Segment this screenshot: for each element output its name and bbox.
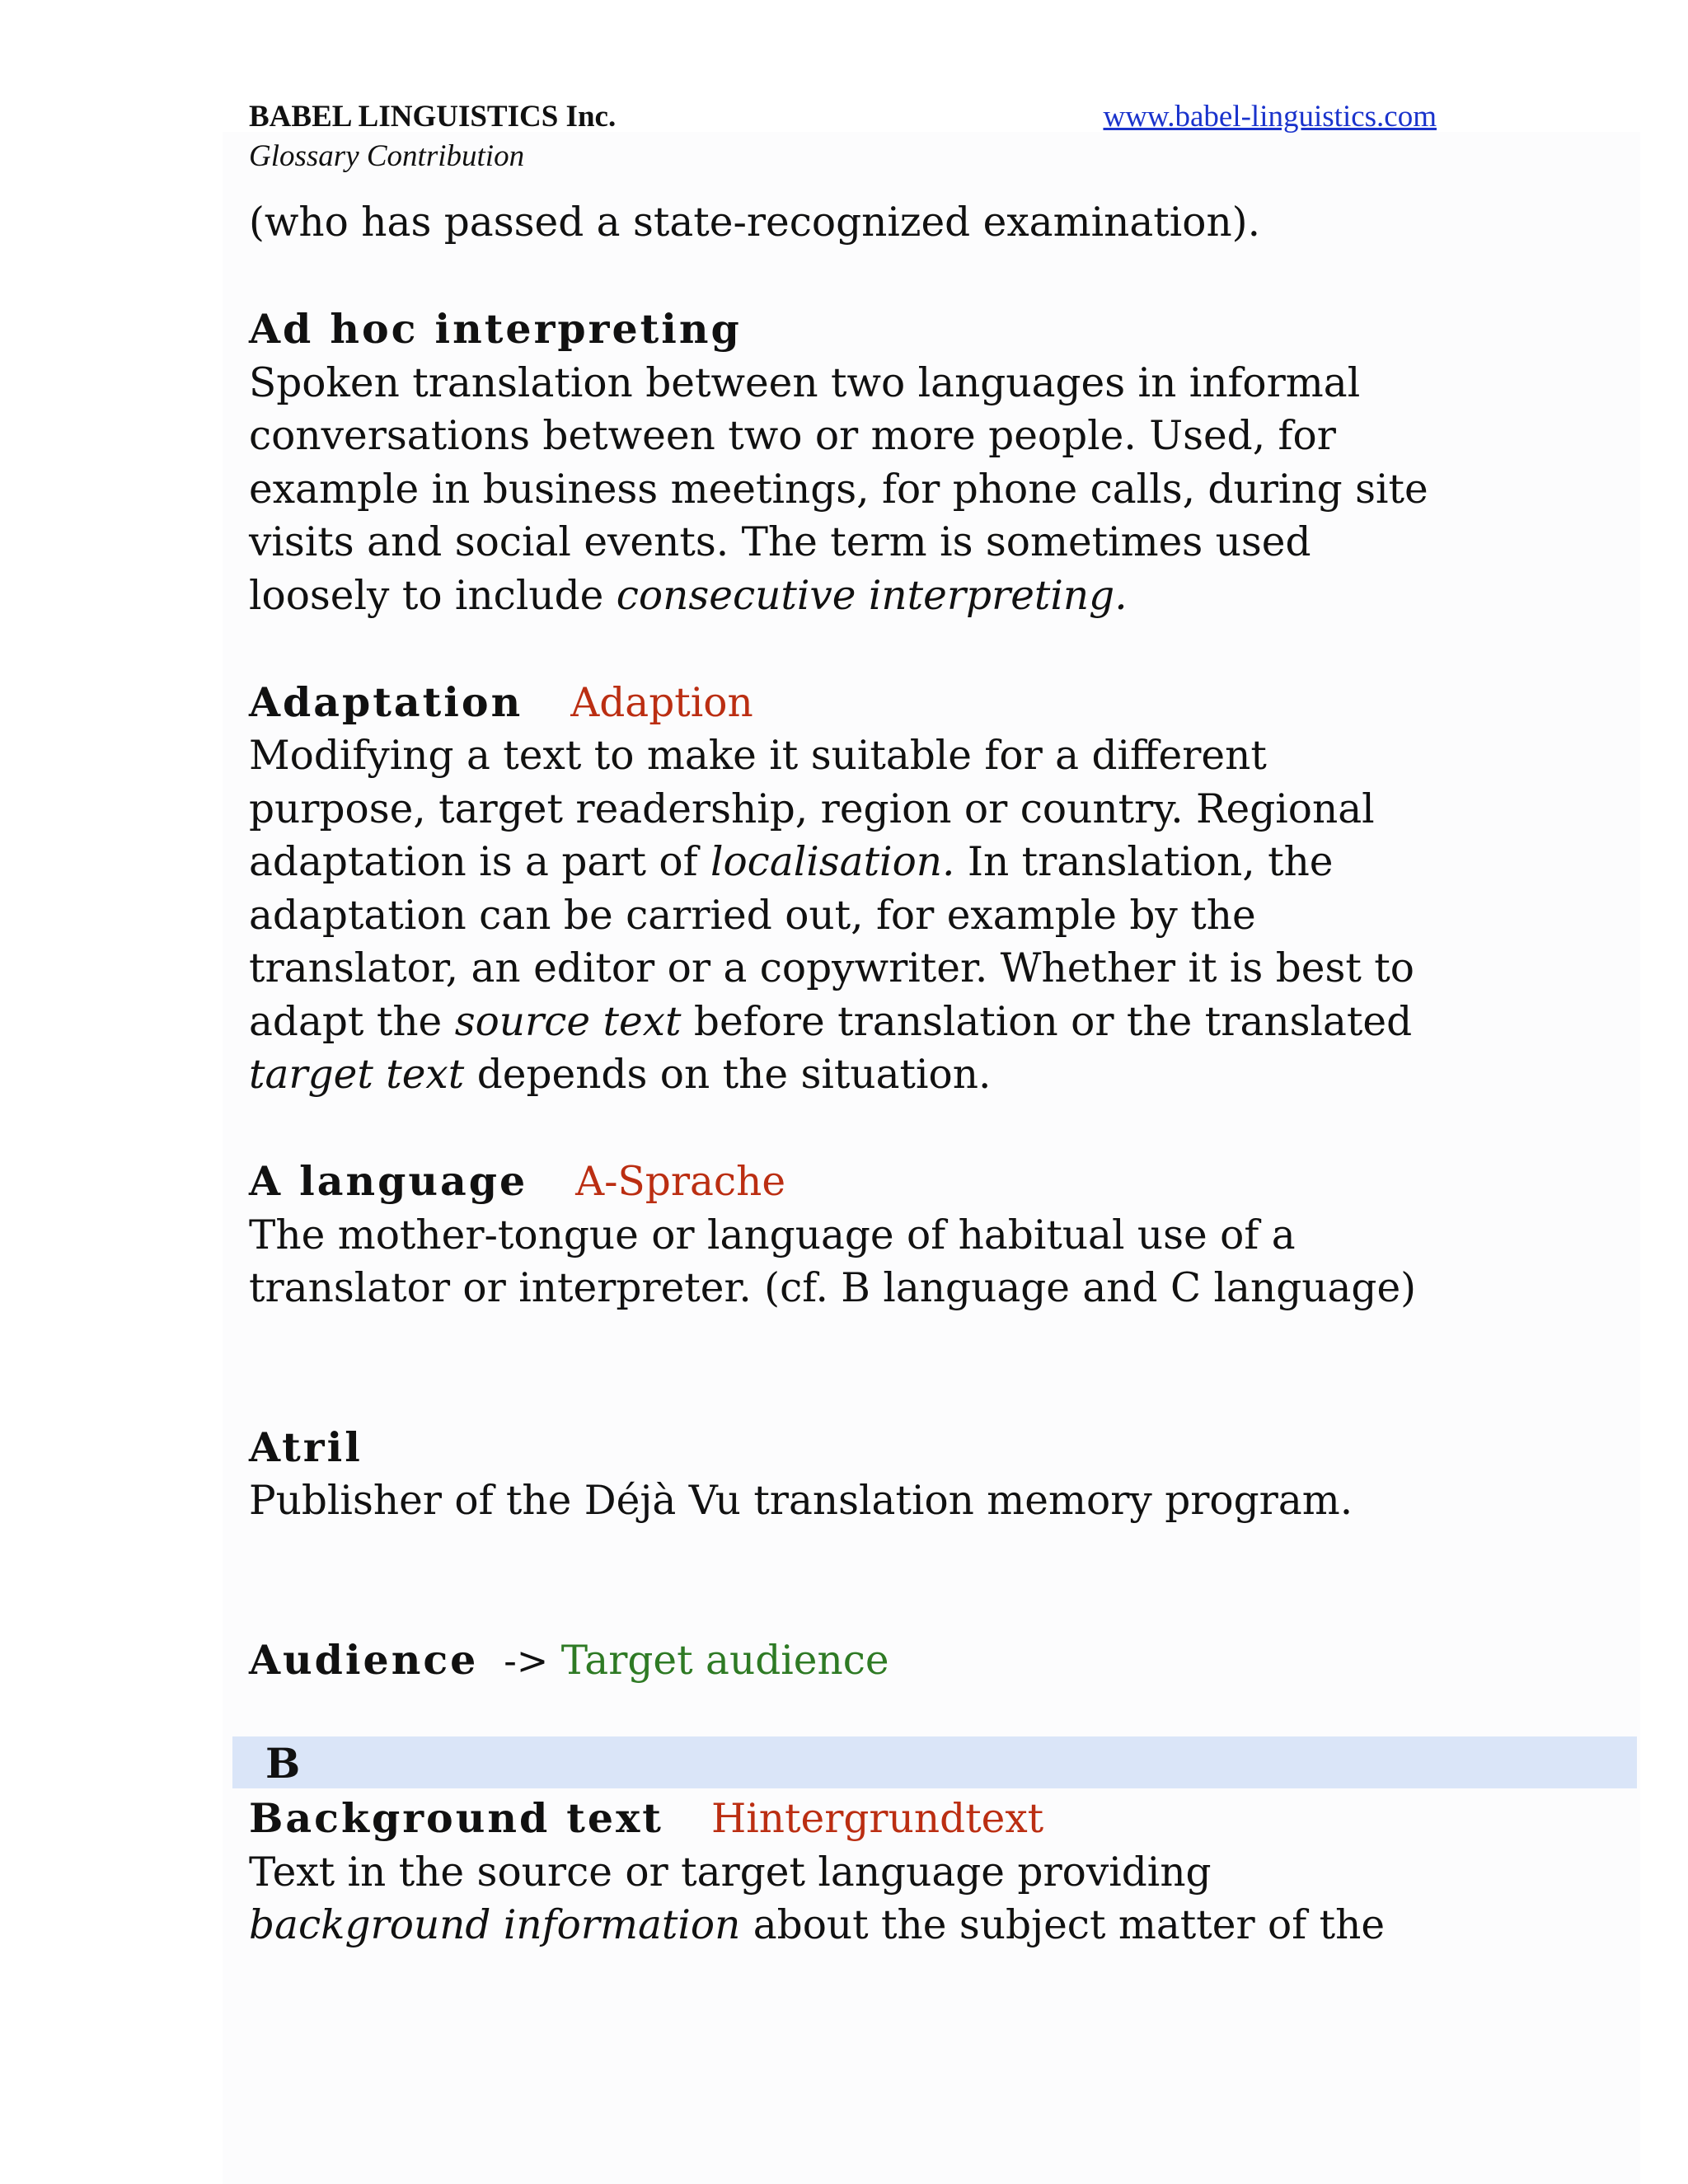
definition-line: The mother-tongue or language of habitual use of a [249,1212,1296,1258]
glossary-entry-adhoc [249,302,1444,622]
definition-line: conversations between two or more people. Used, for [249,413,1336,459]
text-run: depends on the situation. [464,1052,992,1098]
entry-term-line [249,1633,1444,1688]
spacer [249,1315,1444,1421]
definition-line [249,836,1444,889]
spacer [249,622,1444,676]
text-run: loosely to include [249,572,617,619]
entry-term-line [249,302,1444,357]
glossary-entry-audience [249,1633,1444,1688]
german-term: Hintergrundtext [710,1796,1044,1842]
cross-reference-italic: localisation. [710,839,955,885]
definition-line [249,1048,1444,1102]
spacer [249,1528,1444,1633]
text-run: adapt the [249,998,455,1045]
text-run: before translation or the translated [681,998,1413,1045]
entry-term: Audience [249,1635,479,1684]
definition-line: Modifying a text to make it suitable for a different [249,733,1267,779]
definition-line: purpose, target readership, region or country. Regional [249,785,1375,832]
text-run: adaptation is a part of [249,839,710,885]
german-term: A-Sprache [575,1159,786,1205]
entry-term-line [249,1421,1444,1475]
continuation-text: (who has passed a state-recognized examination). [249,199,1261,246]
entry-term: A language [249,1157,528,1205]
entry-term: Ad hoc interpreting [249,305,742,353]
definition-line: translator, an editor or a copywriter. Whether it is best to [249,945,1414,991]
definition-line: Spoken translation between two languages in informal [249,359,1361,406]
cross-reference-italic: consecutive interpreting. [616,572,1128,619]
entry-term: Atril [249,1422,363,1471]
entry-term-line [249,1792,1444,1846]
glossary-entry-a-language [249,1155,1444,1315]
entry-term-line [249,676,1444,730]
see-arrow: -> [504,1638,549,1683]
section-letter: B [265,1739,301,1788]
definition-line: Publisher of the Déjà Vu translation memory program. [249,1478,1353,1524]
glossary-entry-atril [249,1421,1444,1528]
cross-reference-italic: background information [249,1902,741,1948]
definition-line: adaptation can be carried out, for example by the [249,892,1256,939]
cross-reference-italic: source text [454,998,682,1045]
text-run: In translation, the [954,839,1334,885]
company-name: BABEL LINGUISTICS Inc. [249,100,617,134]
entry-term-line [249,1155,1444,1209]
spacer [249,250,1444,303]
definition-line: translator or interpreter. (cf. B language and C language) [249,1265,1417,1311]
see-reference: Target audience [560,1637,889,1684]
definition-line [249,1899,1444,1952]
entry-term: Background text [249,1794,663,1842]
definition-line: example in business meetings, for phone calls, during site [249,466,1428,513]
glossary-entry-background-text [249,1792,1444,1952]
definition-line [249,569,1444,623]
german-term: Adaption [570,679,753,726]
entry-term: Adaptation [249,677,523,726]
definition-line: visits and social events. The term is sometimes used [249,519,1311,565]
section-band-b [232,1736,1637,1788]
text-run: about the subject matter of the [740,1902,1386,1948]
definition-line [249,996,1444,1049]
document-subtitle: Glossary Contribution [249,139,525,173]
website-link[interactable]: www.babel-linguistics.com [1103,100,1437,134]
spacer [249,1102,1444,1155]
glossary-content [249,196,1444,1687]
glossary-content-b [249,1792,1444,1952]
glossary-entry-adaptation [249,676,1444,1102]
definition-line: Text in the source or target language providing [249,1849,1212,1896]
cross-reference-italic: target text [249,1052,465,1098]
